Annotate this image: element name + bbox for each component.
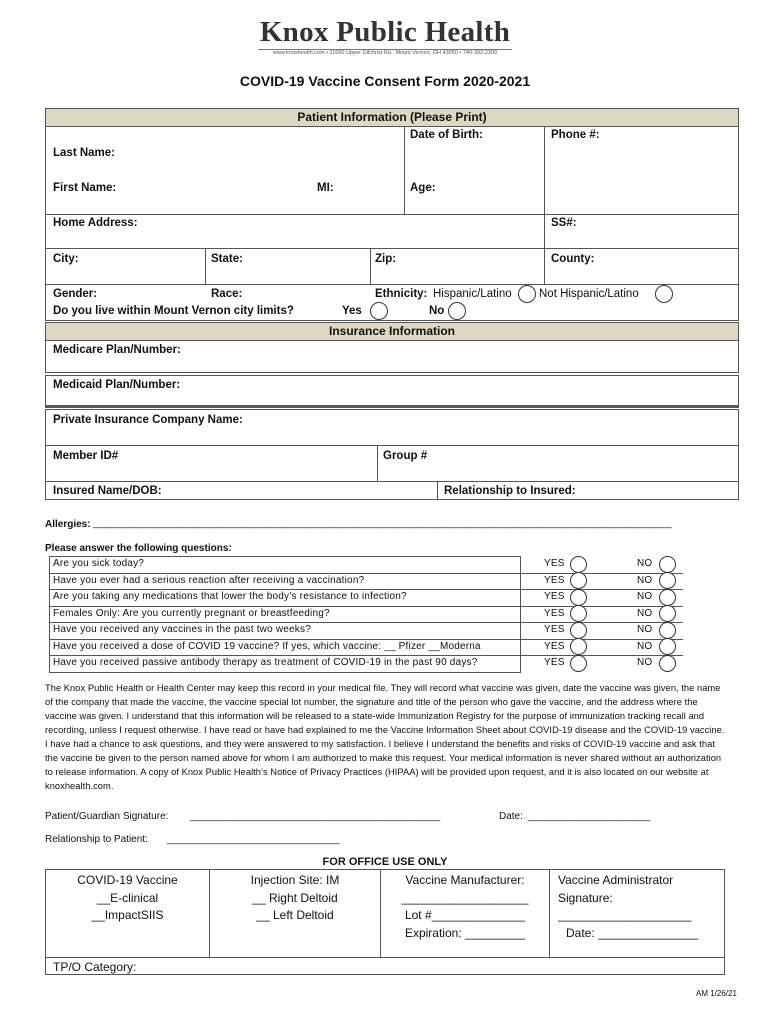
question-yes-label: YES <box>544 624 565 635</box>
org-logo-name: Knox Public Health <box>259 16 511 48</box>
question-no-radio[interactable] <box>659 556 676 573</box>
ethnicity-option-not-hispanic: Not Hispanic/Latino <box>539 288 639 300</box>
form-title: COVID-19 Vaccine Consent Form 2020-2021 <box>239 73 531 89</box>
question-text: Are you taking any medications that lower the body’s resistance to infection? <box>53 591 407 602</box>
question-yes-label: YES <box>544 574 565 586</box>
ss-label: SS#: <box>551 217 577 229</box>
divider <box>370 249 371 285</box>
divider <box>46 445 738 446</box>
question-no-radio[interactable] <box>659 655 676 672</box>
office-eclinical-option[interactable]: __E-clinical <box>96 890 159 905</box>
question-yes-radio[interactable] <box>570 605 587 622</box>
question-no-label: NO <box>637 657 653 668</box>
office-right-deltoid-option[interactable]: __ Right Deltoid <box>252 890 338 905</box>
office-administrator-title: Vaccine Administrator <box>558 873 674 887</box>
phone-label: Phone #: <box>551 129 600 141</box>
divider <box>46 481 738 482</box>
office-manufacturer-cell <box>381 872 549 942</box>
office-injection-title: Injection Site: IM <box>250 873 340 887</box>
question-no-label: NO <box>637 640 653 652</box>
divider <box>49 589 683 590</box>
ethnicity-label: Ethnicity: <box>375 288 428 300</box>
question-yes-label: YES <box>544 657 565 668</box>
allergies-label: Allergies: <box>45 519 91 530</box>
allergies-line[interactable]: ________________________________________________________________________________________________________ <box>93 518 672 529</box>
signature-label: Patient/Guardian Signature: <box>45 811 169 822</box>
office-admin-date-field[interactable]: Date: _______________ <box>566 925 699 940</box>
mi-label: MI: <box>317 182 334 194</box>
city-limits-no-label: No <box>429 305 445 317</box>
question-no-label: NO <box>637 607 653 619</box>
insurance-section-header: Insurance Information <box>45 322 739 341</box>
question-no-label: NO <box>637 558 653 569</box>
zip-label: Zip: <box>375 253 397 265</box>
office-administrator-cell <box>558 872 698 942</box>
footer-code: AM 1/26/21 <box>696 989 737 998</box>
question-no-radio[interactable] <box>659 638 676 655</box>
question-no-label: NO <box>637 574 653 586</box>
divider <box>49 573 683 574</box>
question-no-radio[interactable] <box>659 572 676 589</box>
consent-paragraph: The Knox Public Health or Health Center may keep this record in your medical file. They will record what vaccine was given, date the vaccine was given, the name of the company that made the vaccine, the vaccine special lot number, the signature and title of the person who gave the vaccine, and the address where the vaccine was given. I understand that this information will be released to a state-wide Immunization Registry for the purpose of immunization tracking recall and recording, unless I request otherwise. I have read or have had explained to me the Vaccine Information Sheet about COVID-19 disease and the COVID-19 vaccine. I have had a chance to ask questions, and they were answered to my satisfaction. I believe I understand the benefits and risks of COVID-19 vaccine and ask that the vaccine be given to the person named above for whom I am authorized to make this request. Your medical information is never shared without an authorization to release information. A copy of Knox Public Health’s Notice of Privacy Practices (HIPAA) will be provided upon request, and it is also located on our website at knoxhealth.com. <box>45 683 725 791</box>
last-name-label: Last Name: <box>53 147 115 159</box>
question-yes-radio[interactable] <box>570 638 587 655</box>
city-limits-yes-label: Yes <box>342 305 362 317</box>
group-label: Group # <box>383 450 428 462</box>
first-name-label: First Name: <box>53 182 117 194</box>
divider <box>49 655 683 656</box>
question-text: Are you sick today? <box>53 558 145 569</box>
office-use-title: FOR OFFICE USE ONLY <box>322 856 448 868</box>
office-vaccine-title: COVID-19 Vaccine <box>77 873 178 887</box>
state-label: State: <box>211 253 243 265</box>
city-label: City: <box>53 253 79 265</box>
divider <box>377 446 378 482</box>
question-text: Have you received passive antibody therapy as treatment of COVID-19 in the past 90 days? <box>53 657 478 668</box>
office-injection-cell <box>210 872 380 925</box>
office-impactsiis-option[interactable]: __ImpactSIIS <box>91 908 164 922</box>
county-label: County: <box>551 253 595 265</box>
office-signature-line[interactable]: ____________________ <box>558 908 692 922</box>
question-no-radio[interactable] <box>659 622 676 639</box>
age-label: Age: <box>410 182 436 194</box>
medicare-label: Medicare Plan/Number: <box>53 344 181 356</box>
city-limits-no-radio[interactable] <box>448 302 466 320</box>
city-limits-question: Do you live within Mount Vernon city limits? <box>53 305 294 317</box>
question-text: Females Only: Are you currently pregnant or breastfeeding? <box>53 607 330 619</box>
question-no-radio[interactable] <box>659 605 676 622</box>
date-label: Date: <box>499 811 523 822</box>
question-yes-label: YES <box>544 640 565 652</box>
office-manufacturer-title: Vaccine Manufacturer: <box>405 873 525 887</box>
question-text: Have you received any vaccines in the past two weeks? <box>53 624 311 635</box>
office-lot-field[interactable]: Lot #______________ <box>404 908 526 922</box>
divider <box>49 639 683 640</box>
question-no-label: NO <box>637 624 653 635</box>
question-no-label: NO <box>637 591 653 602</box>
relationship-label: Relationship to Patient: <box>45 834 148 845</box>
ethnicity-not-hispanic-radio[interactable] <box>655 285 673 303</box>
divider <box>49 606 683 607</box>
dob-label: Date of Birth: <box>410 129 483 141</box>
question-text: Have you ever had a serious reaction after receiving a vaccination? <box>53 574 365 586</box>
divider <box>549 870 550 958</box>
signature-line[interactable]: _____________________________________________ <box>190 811 441 822</box>
office-vaccine-cell <box>46 872 209 925</box>
gender-label: Gender: <box>53 288 98 300</box>
office-expiration-field[interactable]: Expiration: _________ <box>404 925 526 940</box>
member-id-label: Member ID# <box>53 450 119 462</box>
relationship-line[interactable]: _______________________________ <box>167 834 340 845</box>
divider <box>46 957 724 958</box>
question-yes-radio[interactable] <box>570 572 587 589</box>
divider <box>49 622 683 623</box>
question-yes-radio[interactable] <box>570 556 587 573</box>
city-limits-yes-radio[interactable] <box>370 302 388 320</box>
question-yes-radio[interactable] <box>570 622 587 639</box>
office-left-deltoid-option[interactable]: __ Left Deltoid <box>256 908 334 922</box>
patient-section-header: Patient Information (Please Print) <box>45 108 739 127</box>
tpo-category-label: TP/O Category: <box>53 960 137 974</box>
home-address-label: Home Address: <box>53 217 138 229</box>
insured-name-label: Insured Name/DOB: <box>53 485 162 497</box>
date-line[interactable]: ______________________ <box>528 811 651 822</box>
divider <box>46 248 738 249</box>
private-insurance-label: Private Insurance Company Name: <box>53 414 243 426</box>
question-yes-label: YES <box>544 607 565 619</box>
question-text: Have you received a dose of COVID 19 vaccine? If yes, which vaccine: __ Pfizer __Moderna <box>53 640 481 652</box>
question-yes-radio[interactable] <box>570 589 587 606</box>
questions-prompt: Please answer the following questions: <box>45 543 232 554</box>
medicaid-label: Medicaid Plan/Number: <box>53 379 181 391</box>
question-yes-radio[interactable] <box>570 655 587 672</box>
divider <box>46 284 738 285</box>
question-yes-label: YES <box>544 591 565 602</box>
questions-table <box>49 556 683 671</box>
question-yes-label: YES <box>544 558 565 569</box>
divider <box>205 249 206 285</box>
divider <box>404 127 405 215</box>
relationship-insured-label: Relationship to Insured: <box>444 485 576 497</box>
race-label: Race: <box>211 288 243 300</box>
ethnicity-option-hispanic: Hispanic/Latino <box>433 288 512 300</box>
office-signature-label: Signature: <box>558 890 613 905</box>
office-manufacturer-line[interactable]: ___________________ <box>401 890 529 905</box>
divider <box>46 214 738 215</box>
divider <box>544 127 545 285</box>
ethnicity-hispanic-radio[interactable] <box>518 285 536 303</box>
divider <box>437 482 438 499</box>
question-no-radio[interactable] <box>659 589 676 606</box>
org-contact: www.knoxhealth.com • 11660 Upper Gilchrist Rd., Mount Vernon, OH 43050 • 740-392-2200 <box>272 50 498 56</box>
